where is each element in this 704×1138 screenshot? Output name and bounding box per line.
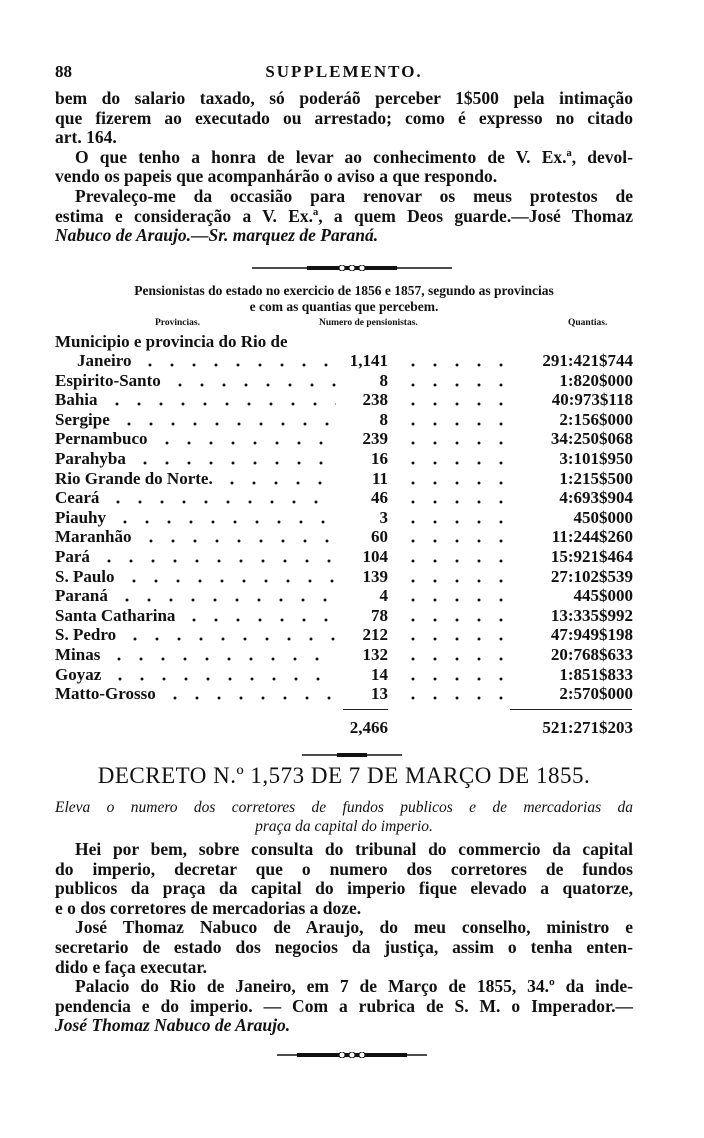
table-row bbox=[55, 606, 633, 626]
table-row bbox=[55, 410, 633, 430]
province-name: Goyaz bbox=[55, 664, 102, 684]
table-row bbox=[55, 684, 633, 704]
table-row bbox=[55, 586, 633, 606]
province-cell bbox=[55, 645, 340, 665]
table-row bbox=[55, 645, 633, 665]
ornament-divider bbox=[252, 265, 452, 271]
text-line: O que tenho a honra de levar ao conhecimento de V. Ex.ª, devol- bbox=[75, 146, 633, 167]
province-cell bbox=[55, 371, 340, 391]
province-name: S. Paulo bbox=[55, 566, 115, 586]
province-name: Parahyba bbox=[55, 449, 126, 468]
province-name: Maranhão bbox=[55, 527, 132, 547]
table-row bbox=[55, 547, 633, 567]
table-row bbox=[55, 625, 633, 645]
running-title: SUPPLEMENTO. bbox=[265, 62, 423, 81]
dot-leader bbox=[164, 684, 336, 704]
amount: 1:851$833 bbox=[559, 664, 633, 684]
dot-leader bbox=[402, 684, 506, 704]
table-row bbox=[55, 488, 633, 508]
column-header-provincias: Provincias. bbox=[155, 318, 200, 328]
pensioner-count: 132 bbox=[362, 645, 388, 664]
amount: 4:693$904 bbox=[559, 488, 633, 508]
text-line: José Thomaz Nabuco de Araujo, do meu conselho, ministro e bbox=[75, 917, 633, 938]
pensioner-count: 13 bbox=[371, 684, 388, 704]
dot-leader bbox=[402, 469, 506, 489]
dot-leader bbox=[116, 586, 336, 606]
caption-line: Pensionistas do estado no exercicio de 1856 e 1857, segundo as provincias bbox=[134, 283, 554, 298]
table-header bbox=[55, 318, 633, 330]
province-cell bbox=[55, 469, 340, 489]
table-row bbox=[55, 508, 633, 528]
pensioner-count: 46 bbox=[371, 488, 388, 508]
amount: 291:421$744 bbox=[542, 351, 633, 370]
province-name: Pernambuco bbox=[55, 429, 148, 449]
text-line: publicos da praça da capital do imperio fique elevado a quatorze, bbox=[55, 878, 633, 899]
dot-leader bbox=[402, 390, 506, 410]
decree-signature: José Thomaz Nabuco de Araujo. bbox=[55, 1015, 291, 1036]
dot-leader bbox=[140, 527, 337, 547]
dot-leader bbox=[402, 645, 506, 665]
amount: 47:949$198 bbox=[550, 625, 633, 645]
province-cell bbox=[55, 527, 340, 547]
pensioner-count: 239 bbox=[362, 429, 388, 449]
letter-text bbox=[55, 89, 633, 246]
amount: 450$000 bbox=[573, 507, 633, 527]
pensioner-count: 3 bbox=[379, 507, 388, 527]
pensioner-count: 60 bbox=[371, 527, 388, 547]
dot-leader bbox=[402, 449, 506, 469]
amount: 11:244$260 bbox=[551, 527, 633, 547]
province-name: Rio Grande do Norte. bbox=[55, 468, 213, 488]
province-name: Sergipe bbox=[55, 409, 110, 429]
text-line: Prevaleço-me da occasião para renovar os meus protestos de bbox=[75, 185, 633, 206]
amount: 40:973$118 bbox=[551, 390, 633, 410]
dot-leader bbox=[98, 547, 336, 567]
dot-leader bbox=[114, 508, 336, 528]
dot-leader bbox=[169, 371, 336, 391]
amount: 1:820$000 bbox=[559, 370, 633, 390]
text-line: Hei por bem, sobre consulta do tribunal do commercio da capital bbox=[75, 839, 633, 859]
table-row bbox=[55, 449, 633, 469]
ornament-divider bbox=[277, 1052, 427, 1058]
amount: 20:768$633 bbox=[550, 645, 633, 664]
decree-title: DECRETO N.º 1,573 DE 7 DE MARÇO DE 1855. bbox=[97, 763, 591, 788]
total-gap bbox=[388, 718, 512, 738]
dot-leader bbox=[402, 586, 506, 606]
dot-leader bbox=[139, 351, 336, 371]
dot-leader bbox=[402, 606, 506, 626]
dot-leader bbox=[402, 410, 506, 430]
table-row-label bbox=[55, 332, 633, 352]
province-cell bbox=[55, 429, 340, 449]
text-line: e o dos corretores de mercadorias a doze. bbox=[55, 897, 362, 918]
province-name: S. Pedro bbox=[55, 625, 117, 645]
dot-leader bbox=[134, 449, 336, 469]
dot-leader bbox=[402, 488, 506, 508]
dot-leader bbox=[183, 606, 336, 626]
pensioner-count: 1,141 bbox=[349, 351, 388, 370]
province-cell bbox=[55, 351, 340, 371]
dot-leader bbox=[124, 625, 336, 645]
pensioner-count: 14 bbox=[371, 664, 388, 684]
decree bbox=[55, 763, 633, 1036]
dot-leader bbox=[402, 527, 506, 547]
pensioner-count: 139 bbox=[362, 566, 388, 586]
pensioner-count: 78 bbox=[371, 605, 388, 625]
pensioner-count: 238 bbox=[362, 390, 388, 410]
page-header bbox=[55, 62, 633, 84]
province-name: Municipio e provincia do Rio de bbox=[55, 332, 288, 351]
text-line: bem do salario taxado, só poderáõ perceber 1$500 pela intimação bbox=[55, 88, 633, 108]
ornament-divider bbox=[302, 752, 402, 758]
pensioner-count: 8 bbox=[379, 370, 388, 390]
dot-leader bbox=[221, 469, 336, 489]
dot-leader bbox=[402, 547, 506, 567]
province-cell bbox=[55, 567, 340, 587]
total-count: 2,466 bbox=[349, 718, 388, 737]
text-line: art. 164. bbox=[55, 127, 117, 148]
total-amount: 521:271$203 bbox=[542, 718, 633, 737]
amount: 27:102$539 bbox=[550, 566, 633, 586]
province-name: Santa Catharina bbox=[55, 605, 176, 625]
province-name: Matto-Grosso bbox=[55, 684, 156, 704]
total-spacer bbox=[55, 718, 340, 738]
text-line: secretario de estado dos negocios da justiça, assim o tenha enten- bbox=[55, 936, 633, 957]
province-cell bbox=[55, 410, 340, 430]
amount: 2:156$000 bbox=[559, 409, 633, 429]
table-row bbox=[55, 665, 633, 685]
decree-subtitle: praça da capital do imperio. bbox=[255, 818, 433, 835]
province-name: Ceará bbox=[55, 488, 100, 508]
province-cell bbox=[55, 488, 340, 508]
text-line: do imperio, decretar que o numero dos corretores de fundos bbox=[55, 858, 633, 879]
province-cell bbox=[55, 606, 340, 626]
province-cell bbox=[55, 665, 340, 685]
province-cell bbox=[55, 547, 340, 567]
amount: 445$000 bbox=[573, 586, 633, 606]
text-line: pendencia e do imperio. — Com a rubrica de S. M. o Imperador.— bbox=[55, 995, 633, 1016]
province-cell bbox=[55, 684, 340, 704]
caption-line: e com as quantias que percebem. bbox=[249, 299, 439, 314]
dot-leader bbox=[402, 625, 506, 645]
total-rule bbox=[510, 709, 632, 710]
table-row bbox=[55, 567, 633, 587]
dot-leader bbox=[402, 508, 506, 528]
dot-leader bbox=[402, 371, 506, 391]
province-name: Bahia bbox=[55, 390, 98, 410]
amount: 3:101$950 bbox=[559, 449, 633, 468]
dot-leader bbox=[106, 390, 336, 410]
amount: 15:921$464 bbox=[550, 547, 633, 566]
province-name: Piauhy bbox=[55, 507, 107, 527]
province-cell bbox=[55, 586, 340, 606]
table-total-row bbox=[55, 718, 633, 738]
amount: 1:215$500 bbox=[559, 468, 633, 488]
table-row bbox=[55, 429, 633, 449]
pensioner-count: 104 bbox=[362, 547, 388, 566]
dot-leader bbox=[402, 665, 506, 685]
province-cell bbox=[55, 508, 340, 528]
text-line: Nabuco de Araujo.—Sr. marquez de Paraná. bbox=[55, 225, 379, 246]
dot-leader bbox=[109, 665, 336, 685]
text-line: Palacio do Rio de Janeiro, em 7 de Março de 1855, 34.º da inde- bbox=[75, 976, 633, 997]
table-caption bbox=[55, 283, 633, 315]
dot-leader bbox=[402, 351, 506, 371]
dot-leader bbox=[402, 567, 506, 587]
province-cell bbox=[55, 390, 340, 410]
province-name: Janeiro bbox=[77, 351, 132, 370]
province-cell bbox=[55, 449, 340, 469]
table-row bbox=[55, 527, 633, 547]
province-name: Minas bbox=[55, 645, 101, 664]
dot-leader bbox=[123, 567, 336, 587]
column-header-numero: Numero de pensionistas. bbox=[319, 318, 418, 328]
table-row bbox=[55, 351, 633, 371]
amount: 34:250$068 bbox=[550, 429, 633, 449]
amount: 2:570$000 bbox=[559, 684, 633, 704]
decree-subtitle: Eleva o numero dos corretores de fundos publicos e de mercadorias da bbox=[55, 799, 633, 816]
pensioner-count: 212 bbox=[362, 625, 388, 645]
province-cell bbox=[55, 625, 340, 645]
total-rule bbox=[343, 709, 388, 710]
province-name: Espirito-Santo bbox=[55, 370, 161, 390]
text-line: estima e consideração a V. Ex.ª, a quem Deos guarde.—José Thomaz bbox=[55, 205, 633, 226]
table-row bbox=[55, 469, 633, 489]
pensioner-count: 16 bbox=[371, 449, 388, 468]
amount: 13:335$992 bbox=[550, 605, 633, 625]
dot-leader bbox=[402, 429, 506, 449]
province-name: Pará bbox=[55, 547, 90, 566]
dot-leader bbox=[108, 645, 336, 665]
text-line: que fizerem ao executado ou arrestado; como é expresso no citado bbox=[55, 107, 633, 128]
pensioner-count: 8 bbox=[379, 409, 388, 429]
text-line: dido e faça executar. bbox=[55, 956, 207, 977]
column-header-quantias: Quantias. bbox=[568, 318, 608, 328]
province-name: Paraná bbox=[55, 586, 108, 606]
page-number: 88 bbox=[55, 62, 72, 81]
pensioner-count: 4 bbox=[379, 586, 388, 606]
dot-leader bbox=[118, 410, 336, 430]
dot-leader bbox=[156, 429, 336, 449]
pensioner-count: 11 bbox=[371, 468, 388, 488]
dot-leader bbox=[107, 488, 336, 508]
table-row bbox=[55, 371, 633, 391]
text-line: vendo os papeis que acompanhárão o aviso a que respondo. bbox=[55, 166, 498, 187]
table-row bbox=[55, 390, 633, 410]
